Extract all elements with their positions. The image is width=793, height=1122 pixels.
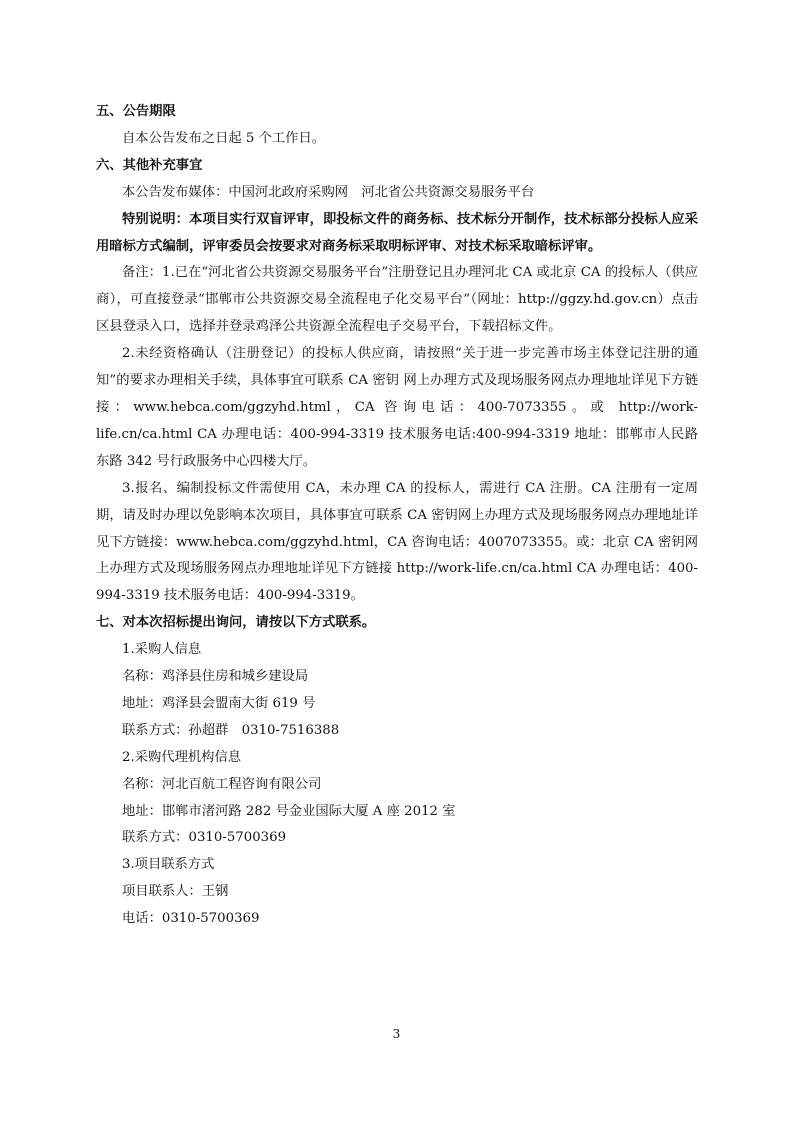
agency-contact: 联系方式：0310-5700369: [122, 830, 287, 846]
page-number: 3: [392, 1027, 401, 1041]
agency-name: 名称：河北百航工程咨询有限公司: [122, 776, 322, 792]
project-contact-phone: 电话：0310-5700369: [122, 911, 260, 927]
section-5-heading: 五、公告期限: [96, 104, 176, 119]
publish-media: 本公告发布媒体：中国河北政府采购网 河北省公共资源交易服务平台: [122, 184, 535, 200]
agency-address: 地址：邯郸市渚河路 282 号金业国际大厦 A 座 2012 室: [122, 803, 456, 819]
section-7-heading: 七、对本次招标提出询问，请按以下方式联系。: [96, 615, 376, 631]
purchaser-name: 名称：鸡泽县住房和城乡建设局: [122, 669, 309, 685]
project-contact-person: 项目联系人：王钢: [122, 884, 229, 900]
purchaser-address: 地址：鸡泽县会盟南大街 619 号: [122, 695, 316, 711]
remark-3: 3.报名、编制投标文件需使用 CA，未办理 CA 的投标人，需进行 CA 注册。CA 注册有一定周期，请及时办理以免影响本次项目，具体事宜可联系 CA 密钥网上办理方式及现场服务网点办理地址详见下方链接：www.hebca.com/ggzyhd.html，CA 咨询电话：4007073355。或：北京 CA 密钥网上办理方式及现场服务网点办理地址详见下方链接 http://work-life.cn/ca.html CA 办理电话：400-994-3319 技术服务电话：400-994-3319。: [96, 480, 698, 604]
section-5-text: 自本公告发布之日起 5 个工作日。: [122, 130, 326, 146]
remark-2: 2.未经资格确认（注册登记）的投标人供应商，请按照“关于进一步完善市场主体登记注册的通知”的要求办理相关手续，具体事宜可联系 CA 密钥 网上办理方式及现场服务网点办理地址详见下方链接：www.hebca.com/ggzyhd.html，CA 咨询电话：400-7073355。或 http://work-life.cn/ca.html CA 办理电话：400-994-3319 技术服务电话:400-994-3319 地址：邯郸市人民路东路 342 号行政服务中心四楼大厅。: [96, 346, 698, 469]
remark-1: 备注：1.已在“河北省公共资源交易服务平台”注册登记且办理河北 CA 或北京 CA 的投标人（供应商），可直接登录“邯郸市公共资源交易全流程电子化交易平台”（网址：http://ggzy.hd.gov.cn）点击区县登录入口，选择并登录鸡泽公共资源全流程电子交易平台，下载招标文件。: [96, 265, 698, 335]
purchaser-contact: 联系方式：孙超群 0310-7516388: [122, 722, 340, 738]
special-note: 特别说明：本项目实行双盲评审，即投标文件的商务标、技术标分开制作，技术标部分投标人应采用暗标方式编制，评审委员会按要求对商务标采取明标评审、对技术标采取暗标评审。: [96, 211, 698, 254]
purchaser-title: 1.采购人信息: [122, 642, 202, 658]
project-contact-title: 3.项目联系方式: [122, 857, 215, 873]
agency-title: 2.采购代理机构信息: [122, 749, 242, 765]
page-content: [96, 99, 698, 933]
section-6-heading: 六、其他补充事宜: [96, 157, 203, 173]
